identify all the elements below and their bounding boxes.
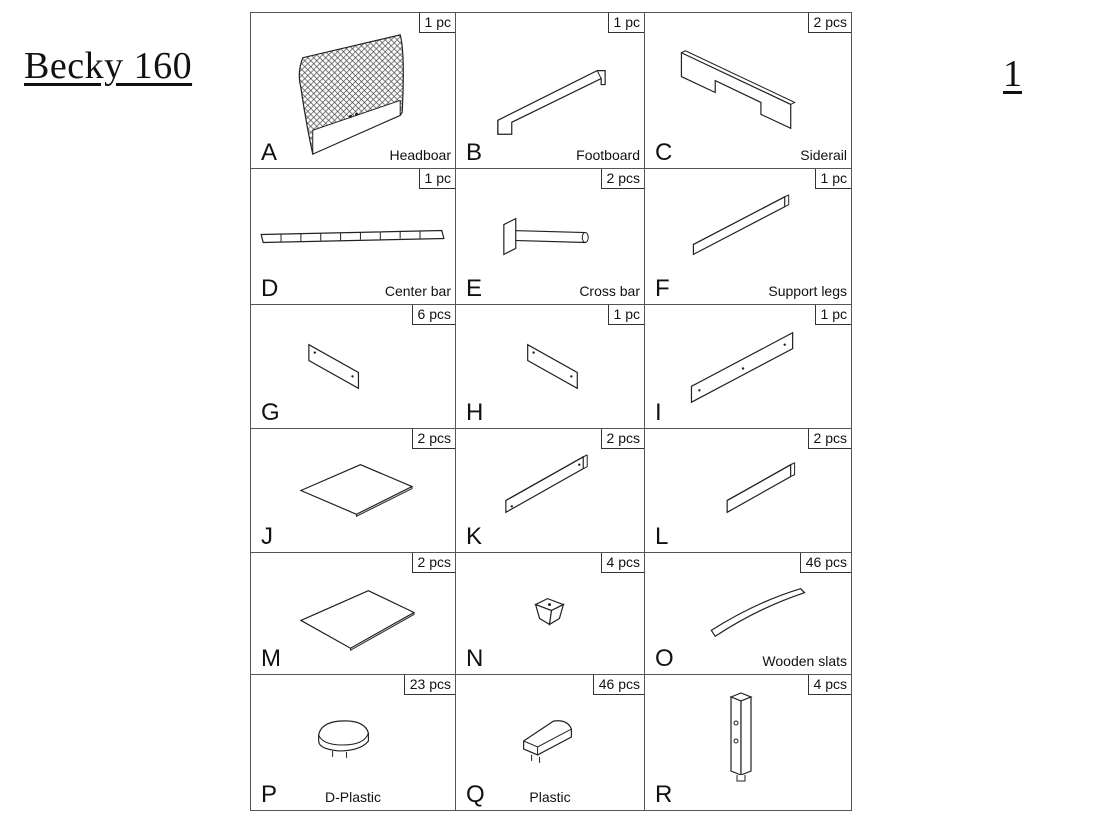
part-a-cell bbox=[251, 13, 456, 169]
part-letter: C bbox=[655, 139, 673, 166]
part-quantity: 2 pcs bbox=[412, 553, 455, 573]
leg-post-icon bbox=[645, 675, 851, 810]
part-quantity: 1 pc bbox=[419, 13, 455, 33]
part-name: Headboar bbox=[389, 147, 451, 163]
part-name: Support legs bbox=[768, 283, 847, 299]
part-quantity: 1 pc bbox=[608, 305, 644, 325]
part-name: Siderail bbox=[800, 147, 847, 163]
part-letter: J bbox=[261, 523, 273, 550]
part-k-cell bbox=[456, 429, 645, 553]
part-letter: K bbox=[466, 523, 483, 550]
part-quantity: 1 pc bbox=[815, 305, 851, 325]
siderail-icon bbox=[645, 13, 851, 168]
part-g-cell bbox=[251, 305, 456, 429]
part-l-cell bbox=[645, 429, 851, 553]
part-quantity: 1 pc bbox=[815, 169, 851, 189]
part-letter: E bbox=[466, 275, 483, 302]
part-h-cell bbox=[456, 305, 645, 429]
part-quantity: 1 pc bbox=[608, 13, 644, 33]
part-quantity: 2 pcs bbox=[601, 429, 644, 449]
part-quantity: 4 pcs bbox=[601, 553, 644, 573]
part-letter: L bbox=[655, 523, 669, 550]
part-quantity: 1 pc bbox=[419, 169, 455, 189]
part-quantity: 2 pcs bbox=[601, 169, 644, 189]
part-letter: N bbox=[466, 645, 484, 672]
part-name: Cross bar bbox=[579, 283, 640, 299]
part-d-cell bbox=[251, 169, 456, 305]
part-letter: B bbox=[466, 139, 483, 166]
part-o-cell bbox=[645, 553, 851, 675]
headboard-icon bbox=[251, 13, 455, 168]
part-f-cell bbox=[645, 169, 851, 305]
part-letter: H bbox=[466, 399, 484, 426]
part-m-cell bbox=[251, 553, 456, 675]
part-letter: D bbox=[261, 275, 279, 302]
part-name: Wooden slats bbox=[762, 653, 847, 669]
part-letter: P bbox=[261, 781, 278, 808]
part-p-cell bbox=[251, 675, 456, 810]
part-letter: G bbox=[261, 399, 280, 426]
part-letter: F bbox=[655, 275, 670, 302]
part-e-cell bbox=[456, 169, 645, 305]
part-quantity: 6 pcs bbox=[412, 305, 455, 325]
parts-grid bbox=[250, 12, 852, 811]
part-name: Center bar bbox=[384, 283, 451, 299]
part-quantity: 2 pcs bbox=[808, 429, 851, 449]
part-letter: M bbox=[261, 645, 281, 672]
part-quantity: 4 pcs bbox=[808, 675, 851, 695]
part-name: D-Plastic bbox=[324, 789, 382, 805]
part-r-cell bbox=[645, 675, 851, 810]
part-quantity: 23 pcs bbox=[404, 675, 455, 695]
part-letter: Q bbox=[466, 781, 485, 808]
part-b-cell bbox=[456, 13, 645, 169]
part-quantity: 46 pcs bbox=[593, 675, 644, 695]
part-j-cell bbox=[251, 429, 456, 553]
part-name: Footboard bbox=[576, 147, 640, 163]
part-c-cell bbox=[645, 13, 851, 169]
part-quantity: 2 pcs bbox=[808, 13, 851, 33]
part-q-cell bbox=[456, 675, 645, 810]
page-number: 1 bbox=[1003, 53, 1022, 95]
footboard-icon bbox=[456, 13, 644, 168]
part-name: Plastic bbox=[529, 789, 571, 805]
part-i-cell bbox=[645, 305, 851, 429]
part-quantity: 46 pcs bbox=[800, 553, 851, 573]
part-letter: A bbox=[261, 139, 278, 166]
part-letter: I bbox=[655, 399, 662, 426]
document-title: Becky 160 bbox=[24, 45, 193, 87]
part-n-cell bbox=[456, 553, 645, 675]
part-letter: R bbox=[655, 781, 673, 808]
part-quantity: 2 pcs bbox=[412, 429, 455, 449]
part-letter: O bbox=[655, 645, 674, 672]
